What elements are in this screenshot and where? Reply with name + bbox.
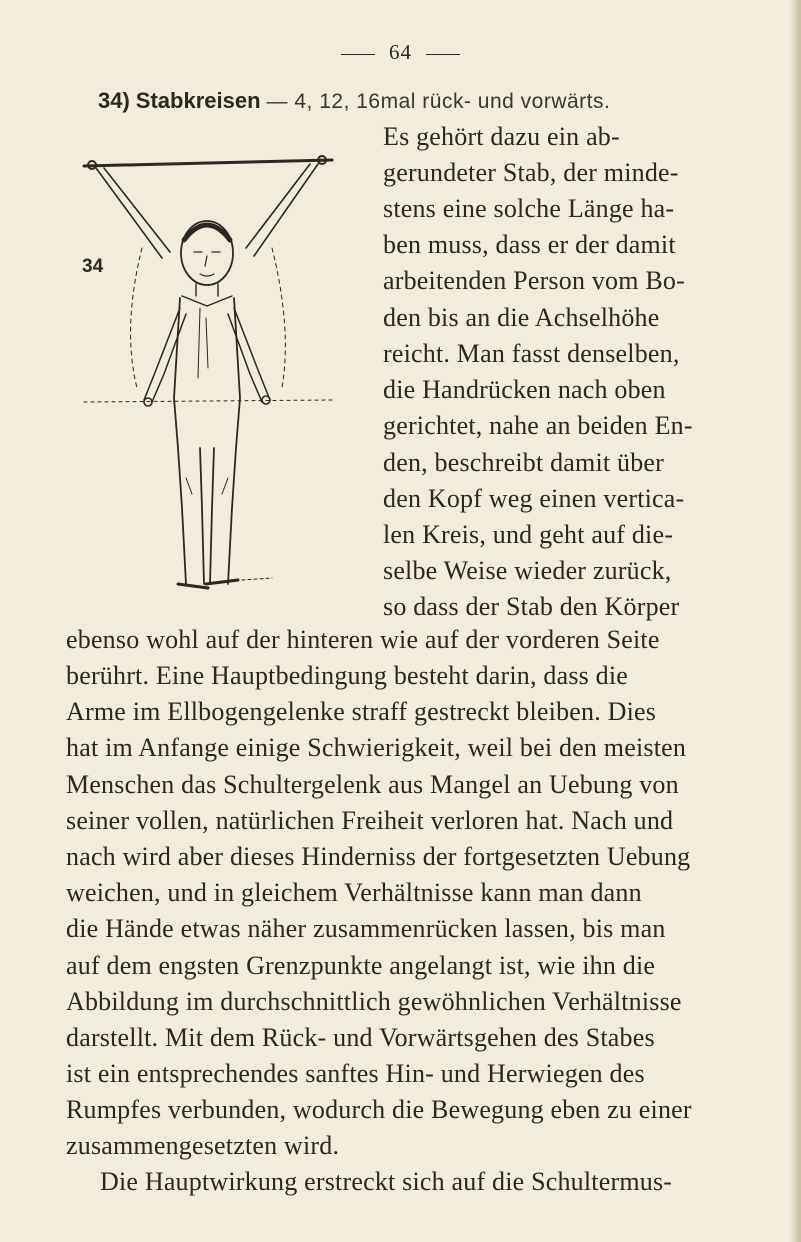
shirt-fold: [198, 308, 208, 378]
text-line: die Hände etwas näher zusammenrücken lassen, bis man: [66, 914, 666, 943]
exercise-title: Stabkreisen: [135, 88, 261, 113]
left-lowered-arm: [144, 308, 186, 402]
lowered-stick: [84, 400, 332, 402]
arc-right: [272, 248, 285, 388]
text-line: gerundeter Stab, der minde-: [383, 158, 679, 187]
face: [194, 252, 220, 276]
exercise-number: 34): [98, 88, 130, 113]
text-line: die Handrücken nach oben: [383, 375, 666, 404]
text-line: Arme im Ellbogengelenke straff gestreckt bleiben. Dies: [66, 697, 657, 726]
text-line: reicht. Man fasst denselben,: [383, 339, 680, 368]
knees: [186, 478, 228, 494]
stick-exercise-drawing: [82, 148, 342, 608]
right-raised-arm: [246, 164, 318, 256]
collar: [182, 296, 232, 306]
text-line: Die Hauptwirkung erstreckt sich auf die Schultermus-: [100, 1167, 673, 1196]
text-line: zusammengesetzten wird.: [66, 1131, 340, 1160]
text-line: Rumpfes verbunden, wodurch die Bewegung eben zu einer: [66, 1095, 692, 1124]
figure-label: 34: [82, 256, 104, 277]
text-line: so dass der Stab den Körper: [383, 592, 680, 621]
text-line: gerichtet, nahe an beiden En-: [383, 411, 693, 440]
exercise-heading: [98, 88, 610, 115]
text-line: Menschen das Schultergelenk aus Mangel an Uebung von: [66, 770, 679, 799]
left-leg: [178, 448, 204, 584]
right-leg: [210, 448, 236, 584]
text-line: ebenso wohl auf der hinteren wie auf der vorderen Seite: [66, 625, 660, 654]
left-raised-arm: [96, 168, 170, 258]
text-line: den Kopf weg einen vertica-: [383, 484, 685, 513]
text-line: arbeitenden Person vom Bo-: [383, 266, 685, 295]
text-line: Abbildung im durchschnittlich gewöhnlichen Verhältnisse: [66, 987, 682, 1016]
text-line: ben muss, dass er der damit: [383, 230, 676, 259]
text-line: len Kreis, und geht auf die-: [383, 520, 674, 549]
text-line: den, beschreibt damit über: [383, 448, 664, 477]
arc-left: [131, 248, 142, 388]
text-line: berührt. Eine Hauptbedingung besteht darin, dass die: [66, 661, 629, 690]
feet: [178, 580, 238, 588]
page-number: [0, 40, 801, 65]
page-number-dash-left: [341, 54, 375, 55]
raised-stick: [84, 160, 332, 166]
right-hand-low: [262, 396, 270, 404]
exercise-illustration: [82, 148, 342, 608]
page-number-dash-right: [426, 54, 460, 55]
text-line: ist ein entsprechendes sanftes Hin- und Herwiegen des: [66, 1059, 645, 1088]
shadow: [242, 578, 272, 580]
text-line: den bis an die Achselhöhe: [383, 303, 660, 332]
text-line: seiner vollen, natürlichen Freiheit verloren hat. Nach und: [66, 806, 674, 835]
right-lowered-arm: [228, 308, 270, 402]
text-line: darstellt. Mit dem Rück- und Vorwärtsgehen des Stabes: [66, 1023, 655, 1052]
text-line: selbe Weise wieder zurück,: [383, 556, 672, 585]
text-line: weichen, und in gleichem Verhältnisse kann man dann: [66, 878, 642, 907]
text-line: nach wird aber dieses Hinderniss der fortgesetzten Uebung: [66, 842, 691, 871]
page-number-text: 64: [389, 40, 412, 64]
text-line: auf dem engsten Grenzpunkte angelangt ist, wie ihn die: [66, 951, 656, 980]
text-line: stens eine solche Länge ha-: [383, 194, 675, 223]
text-line: hat im Anfange einige Schwierigkeit, weil bei den meisten: [66, 733, 687, 762]
left-hand-low: [144, 398, 152, 406]
exercise-details: — 4, 12, 16mal rück- und vorwärts.: [266, 90, 611, 113]
page-edge: [789, 0, 801, 1242]
text-line: Es gehört dazu ein ab-: [383, 122, 620, 151]
